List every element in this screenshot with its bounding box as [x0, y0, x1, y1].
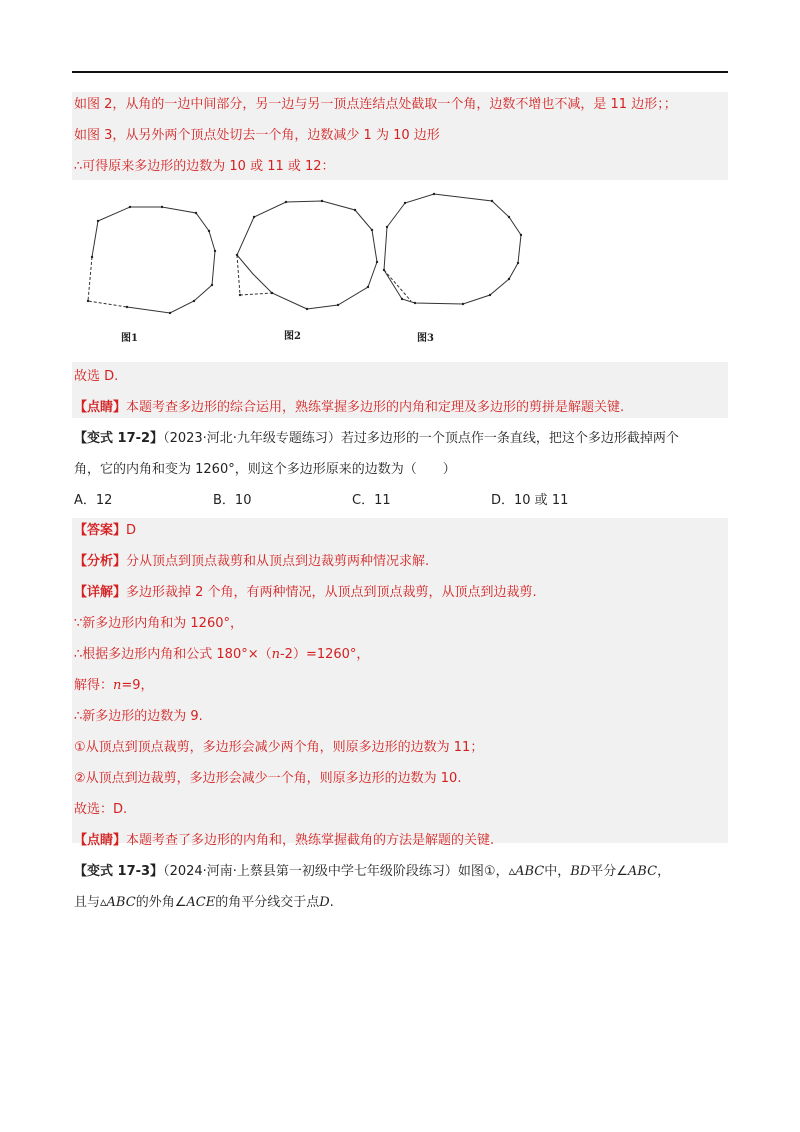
question-17-2-tag: 【变式 17-2】 [74, 431, 164, 446]
question-17-2-options [74, 492, 714, 510]
comment-text: 本题考查多边形的综合运用，熟练掌握多边形的内角和定理及多边形的剪拼是解题关键. [126, 400, 625, 415]
step-6: ②从顶点到边裁剪，多边形会减少一个角，则原多边形的边数为 10. [74, 771, 462, 786]
math-d: D [319, 895, 330, 910]
detail-tag: 【详解】 [74, 585, 127, 600]
step-1: ∵新多边形内角和为 1260°， [74, 616, 243, 631]
question-17-3-text-e: 且与 [74, 895, 101, 910]
step-2-b: -2）=1260°， [279, 647, 370, 662]
comment-2-text: 本题考查了多边形的内角和，熟练掌握截角的方法是解题的关键. [126, 833, 495, 848]
question-17-2-line-1 [74, 430, 679, 448]
detail-text: 多边形裁掉 2 个角，有两种情况，从顶点到顶点裁剪，从顶点到边裁剪. [126, 585, 537, 600]
header-rule [72, 71, 728, 73]
triangle-symbol-1: ▵ [508, 864, 516, 879]
figure-caption-2: 图2 [284, 331, 301, 342]
angle-symbol-2: ∠ [174, 895, 187, 910]
step-2-a: ∴根据多边形内角和公式 180°×（ [74, 647, 272, 662]
triangle-symbol-2: ▵ [100, 895, 107, 910]
question-17-3-line-1 [74, 863, 670, 881]
math-abc-2: ABC [627, 864, 658, 879]
analysis-text: 分从顶点到顶点裁剪和从顶点到边裁剪两种情况求解. [126, 554, 430, 569]
comment-line-1 [74, 399, 624, 417]
step-5: ①从顶点到顶点裁剪，多边形会减少两个角，则原多边形的边数为 11； [74, 740, 484, 755]
step-3-n: n [113, 678, 122, 693]
question-17-3-text-c: 平分 [590, 864, 617, 879]
answer-tag: 【答案】 [74, 523, 127, 538]
figure-caption-1: 图1 [121, 333, 138, 344]
question-17-3-text-d: ， [657, 864, 671, 879]
math-abc-3: ABC [106, 895, 136, 910]
comment-tag: 【点睛】 [74, 400, 127, 415]
solution-line-fig3: 如图 3，从另外两个顶点处切去一个角，边数减少 1 为 10 边形 [74, 128, 440, 143]
polygon-vertices [87, 193, 522, 314]
step-3 [74, 677, 154, 695]
polygon-3 [384, 194, 521, 304]
analysis-tag: 【分析】 [74, 554, 127, 569]
question-17-2-stem-1: （2023·河北·九年级专题练习）若过多边形的一个顶点作一条直线，把这个多边形截掉两个 [163, 431, 679, 446]
polygon-figure [72, 187, 535, 353]
step-7: 故选：D. [74, 802, 128, 817]
option-b: B．10 [213, 493, 252, 508]
polygon-1 [88, 207, 215, 313]
option-a: A．12 [74, 493, 113, 508]
question-17-3-text-b: 中， [544, 864, 571, 879]
math-bd: BD [570, 864, 591, 879]
comment-line-2 [74, 832, 494, 850]
polygon-2 [237, 201, 377, 309]
comment-2-tag: 【点睛】 [74, 833, 127, 848]
step-2-n: n [271, 647, 280, 662]
step-2 [74, 646, 369, 664]
question-17-3-text-a: （2024·河南·上蔡县第一初级中学七年级阶段练习）如图①， [163, 864, 509, 879]
analysis-line [74, 553, 429, 571]
choice-line: 故选 D. [74, 369, 119, 384]
question-17-3-text-h: . [329, 895, 334, 910]
question-17-3-tag: 【变式 17-3】 [74, 864, 164, 879]
polygon-figure-svg [72, 187, 535, 353]
detail-line [74, 584, 537, 602]
angle-symbol-1: ∠ [616, 864, 628, 879]
question-17-3-text-g: 的角平分线交于点 [215, 895, 320, 910]
solution-line-conclusion: ∴可得原来多边形的边数为 10 或 11 或 12： [74, 159, 335, 174]
step-4: ∴新多边形的边数为 9. [74, 709, 203, 724]
option-d: D．10 或 11 [491, 493, 569, 508]
question-17-2-stem-2: 角，它的内角和变为 1260°，则这个多边形原来的边数为（ ） [74, 462, 456, 477]
option-c: C．11 [352, 493, 391, 508]
math-abc-1: ABC [515, 864, 545, 879]
answer-line [74, 522, 136, 540]
question-17-3-text-f: 的外角 [135, 895, 175, 910]
figure-caption-3: 图3 [417, 333, 434, 344]
math-ace: ACE [186, 895, 216, 910]
solution-line-fig2: 如图 2，从角的一边中间部分，另一边与另一顶点连结点处截取一个角，边数不增也不减，是 11 边形；； [74, 97, 677, 112]
step-3-b: =9， [121, 678, 154, 693]
answer-value: D [126, 523, 137, 538]
question-17-3-line-2 [74, 894, 334, 912]
step-3-a: 解得： [74, 678, 114, 693]
